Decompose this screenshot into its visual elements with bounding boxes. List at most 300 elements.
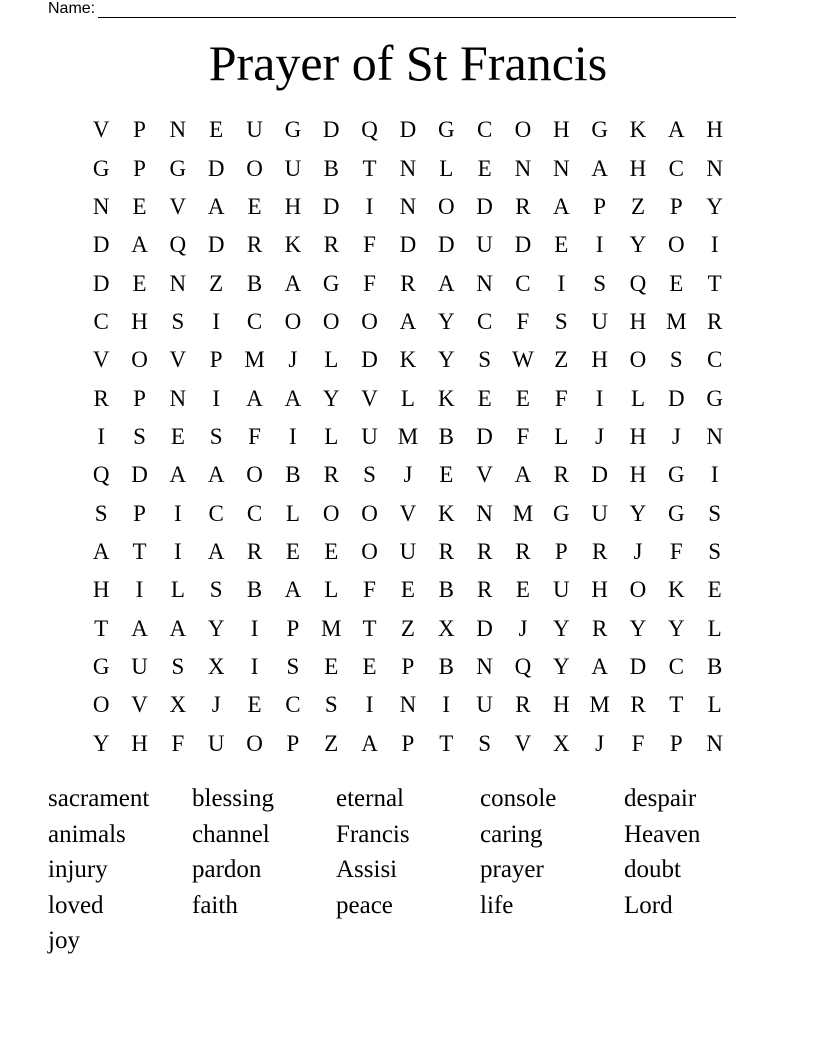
grid-cell: B (438, 653, 454, 679)
grid-cell: E (669, 270, 684, 296)
grid-cell: A (591, 653, 608, 679)
grid-cell: Y (629, 232, 647, 258)
grid-cell: V (92, 347, 110, 373)
grid-row (82, 341, 734, 379)
grid-cell: L (324, 423, 339, 449)
grid-cell: A (668, 117, 685, 143)
grid-cell: Q (514, 653, 532, 679)
grid-cell: G (284, 117, 302, 143)
grid-cell: A (437, 270, 455, 296)
word-list-item: joy (48, 927, 80, 954)
grid-cell: N (169, 117, 187, 143)
grid-cell: V (399, 500, 417, 526)
grid-cell: H (629, 462, 647, 488)
word-list-item: blessing (192, 785, 274, 812)
grid-cell: F (554, 385, 568, 411)
grid-cell: C (246, 500, 263, 526)
grid-cell: I (174, 500, 182, 526)
grid-row (82, 571, 734, 609)
grid-cell: Y (207, 615, 225, 641)
grid-cell: H (92, 577, 110, 603)
grid-cell: R (591, 615, 608, 641)
grid-cell: V (169, 347, 187, 373)
grid-cell: I (710, 462, 719, 488)
grid-cell: P (401, 653, 415, 679)
grid-cell: Z (209, 270, 224, 296)
grid-cell: T (132, 538, 147, 564)
grid-cell: N (169, 385, 187, 411)
grid-cell: M (244, 347, 265, 373)
grid-cell: Y (552, 615, 570, 641)
grid-row (82, 188, 734, 226)
word-list-item: caring (480, 820, 543, 848)
grid-cell: V (361, 385, 378, 411)
grid-cell: M (397, 423, 419, 449)
grid-cell: Y (552, 653, 570, 679)
grid-row (82, 264, 734, 302)
grid-row (82, 533, 734, 571)
grid-cell: P (401, 730, 415, 756)
word-list-item: animals (48, 820, 126, 848)
grid-cell: G (92, 653, 110, 679)
grid-cell: P (593, 193, 607, 219)
grid-cell: E (170, 423, 185, 449)
grid-cell: F (516, 423, 530, 449)
grid-cell: Y (668, 615, 685, 641)
grid-cell: L (439, 155, 454, 181)
grid-cell: I (212, 308, 221, 334)
grid-cell: N (399, 155, 417, 181)
grid-cell: Z (630, 193, 646, 219)
grid-cell: J (403, 462, 413, 488)
grid-cell: L (324, 577, 339, 603)
grid-cell: O (246, 155, 263, 181)
grid-cell: H (706, 117, 723, 143)
grid-cell: E (554, 232, 569, 258)
name-field (48, 0, 736, 18)
grid-cell: S (324, 692, 338, 718)
grid-cell: R (246, 538, 263, 564)
grid-cell: M (589, 692, 610, 718)
grid-cell: U (131, 653, 148, 679)
grid-cell: S (94, 500, 108, 526)
page-title: Prayer of St Francis (208, 35, 608, 91)
grid-cell: C (668, 155, 684, 181)
grid-cell: T (362, 615, 377, 641)
grid-cell: H (629, 308, 647, 334)
grid-cell: X (207, 653, 225, 679)
grid-cell: L (170, 577, 185, 603)
grid-cell: U (476, 232, 493, 258)
grid-cell: D (668, 385, 685, 411)
word-list-item: loved (48, 891, 104, 919)
grid-cell: P (286, 615, 300, 641)
grid-cell: I (595, 232, 604, 258)
grid-cell: O (514, 117, 532, 143)
grid-cell: U (284, 155, 302, 181)
grid-cell: C (285, 692, 301, 718)
grid-cell: P (133, 155, 146, 181)
grid-cell: P (554, 538, 568, 564)
grid-cell: O (361, 538, 378, 564)
grid-cell: B (285, 462, 301, 488)
grid-cell: K (629, 117, 647, 143)
grid-cell: N (552, 155, 570, 181)
grid-cell: C (476, 308, 493, 334)
grid-cell: U (552, 577, 570, 603)
grid-cell: B (438, 577, 454, 603)
word-list-item: injury (48, 856, 108, 883)
word-list-item: channel (192, 820, 270, 848)
grid-cell: I (250, 653, 259, 679)
grid-cell: D (92, 232, 110, 258)
grid-cell: M (321, 615, 342, 641)
grid-cell: U (246, 117, 263, 143)
grid-cell: D (322, 193, 340, 219)
word-list-item: Heaven (624, 820, 701, 848)
grid-cell: N (514, 155, 532, 181)
grid-cell: D (437, 232, 455, 258)
grid-cell: C (246, 308, 263, 334)
grid-cell: A (169, 462, 187, 488)
grid-cell: J (518, 615, 528, 641)
grid-cell: D (476, 615, 493, 641)
grid-cell: A (246, 385, 263, 411)
grid-cell: F (516, 308, 530, 334)
grid-cell: L (324, 347, 339, 373)
grid-cell: Z (400, 615, 415, 641)
grid-cell: V (131, 692, 148, 718)
grid-cell: H (591, 577, 608, 603)
word-list-item: life (480, 891, 514, 919)
grid-cell: O (131, 347, 148, 373)
grid-row (82, 456, 734, 494)
word-list-item: Francis (336, 820, 410, 848)
grid-cell: R (515, 538, 531, 564)
word-list-item: console (480, 785, 557, 812)
letter-grid (82, 111, 734, 763)
grid-cell: P (669, 193, 683, 219)
grid-cell: G (668, 462, 685, 488)
grid-cell: U (591, 500, 608, 526)
grid-cell: J (633, 538, 643, 564)
grid-cell: I (250, 615, 259, 641)
grid-cell: J (211, 692, 221, 718)
grid-cell: P (209, 347, 223, 373)
grid-cell: A (92, 538, 110, 564)
grid-cell: S (478, 730, 491, 756)
grid-cell: M (512, 500, 534, 526)
grid-cell: D (131, 462, 148, 488)
grid-cell: R (476, 538, 493, 564)
grid-row (82, 648, 734, 686)
grid-cell: D (476, 423, 493, 449)
grid-cell: D (514, 232, 532, 258)
grid-cell: R (93, 385, 109, 411)
grid-cell: I (710, 232, 719, 258)
grid-cell: K (284, 232, 302, 258)
grid-cell: U (591, 308, 608, 334)
grid-cell: H (552, 692, 570, 718)
grid-cell: L (707, 692, 722, 718)
grid-row (82, 379, 734, 417)
grid-cell: E (515, 385, 530, 411)
word-list-item: doubt (624, 856, 681, 883)
grid-row (82, 418, 734, 456)
grid-cell: J (595, 730, 605, 756)
grid-cell: O (629, 577, 647, 603)
grid-cell: E (324, 653, 339, 679)
grid-cell: S (209, 423, 223, 449)
grid-cell: O (322, 500, 340, 526)
grid-cell: O (437, 193, 455, 219)
grid-cell: U (476, 692, 493, 718)
grid-cell: D (361, 347, 378, 373)
grid-cell: C (208, 500, 224, 526)
grid-cell: A (591, 155, 608, 181)
grid-cell: A (169, 615, 187, 641)
grid-cell: I (557, 270, 566, 296)
grid-cell: H (284, 193, 302, 219)
grid-cell: N (706, 155, 723, 181)
grid-cell: L (630, 385, 646, 411)
grid-cell: A (207, 462, 225, 488)
grid-cell: O (629, 347, 647, 373)
grid-cell: P (669, 730, 683, 756)
grid-cell: Q (629, 270, 647, 296)
grid-cell: E (247, 692, 262, 718)
word-list (48, 782, 768, 960)
grid-cell: I (135, 577, 144, 603)
grid-cell: S (554, 308, 568, 334)
grid-cell: D (92, 270, 110, 296)
grid-cell: Z (554, 347, 569, 373)
word-list-item: faith (192, 891, 238, 919)
grid-cell: E (209, 117, 224, 143)
grid-cell: Y (437, 347, 455, 373)
grid-cell: P (133, 117, 146, 143)
grid-cell: U (399, 538, 417, 564)
grid-cell: E (285, 538, 300, 564)
grid-cell: O (361, 500, 378, 526)
grid-cell: R (323, 232, 339, 258)
grid-cell: D (322, 117, 340, 143)
grid-cell: Q (361, 117, 378, 143)
grid-cell: I (212, 385, 221, 411)
word-list-item: despair (624, 785, 697, 812)
grid-cell: D (207, 232, 225, 258)
grid-cell: E (132, 270, 147, 296)
word-list-item: eternal (336, 785, 405, 812)
grid-cell: H (591, 347, 608, 373)
grid-cell: A (131, 232, 148, 258)
grid-cell: Y (706, 193, 723, 219)
grid-cell: G (706, 385, 723, 411)
grid-cell: A (552, 193, 570, 219)
grid-cell: G (668, 500, 685, 526)
grid-cell: E (477, 385, 492, 411)
grid-cell: D (476, 193, 493, 219)
grid-cell: I (174, 538, 182, 564)
grid-cell: K (668, 577, 685, 603)
grid-cell: G (169, 155, 187, 181)
grid-cell: F (248, 423, 261, 449)
grid-cell: S (708, 500, 722, 526)
grid-cell: Y (437, 308, 455, 334)
grid-cell: L (707, 615, 722, 641)
grid-cell: C (668, 653, 684, 679)
grid-cell: T (94, 615, 109, 641)
grid-cell: B (323, 155, 339, 181)
grid-cell: S (593, 270, 607, 296)
grid-cell: F (363, 232, 376, 258)
grid-cell: N (476, 500, 493, 526)
grid-cell: S (286, 653, 300, 679)
grid-cell: E (477, 155, 492, 181)
grid-cell: O (92, 692, 110, 718)
grid-row (82, 609, 734, 647)
grid-cell: F (631, 730, 645, 756)
grid-cell: S (478, 347, 491, 373)
grid-row (82, 686, 734, 724)
grid-cell: B (246, 577, 263, 603)
grid-cell: R (553, 462, 569, 488)
grid-cell: N (399, 193, 417, 219)
grid-cell: A (131, 615, 148, 641)
grid-cell: E (400, 577, 415, 603)
grid-cell: E (439, 462, 454, 488)
grid-cell: C (515, 270, 531, 296)
grid-cell: B (246, 270, 263, 296)
grid-cell: R (476, 577, 493, 603)
grid-cell: R (515, 692, 531, 718)
grid-row (82, 149, 734, 187)
grid-cell: G (552, 500, 570, 526)
grid-cell: R (400, 270, 416, 296)
grid-cell: E (707, 577, 722, 603)
grid-cell: P (133, 385, 146, 411)
grid-cell: A (284, 577, 302, 603)
grid-cell: W (512, 347, 534, 373)
grid-cell: Y (629, 615, 647, 641)
grid-cell: I (289, 423, 297, 449)
grid-cell: G (591, 117, 608, 143)
grid-cell: V (514, 730, 532, 756)
grid-cell: G (437, 117, 455, 143)
grid-cell: A (207, 538, 225, 564)
grid-cell: N (169, 270, 187, 296)
word-list-item: Assisi (336, 856, 398, 883)
grid-cell: U (207, 730, 225, 756)
grid-cell: C (476, 117, 493, 143)
grid-cell: Q (169, 232, 187, 258)
grid-cell: D (399, 117, 417, 143)
grid-cell: N (476, 270, 493, 296)
grid-cell: I (365, 692, 374, 718)
grid-cell: A (284, 385, 302, 411)
grid-cell: C (93, 308, 109, 334)
grid-cell: A (207, 193, 225, 219)
grid-cell: R (246, 232, 263, 258)
grid-cell: Q (92, 462, 110, 488)
grid-cell: Y (322, 385, 340, 411)
grid-cell: O (668, 232, 685, 258)
grid-cell: T (439, 730, 454, 756)
grid-row (82, 494, 734, 532)
grid-cell: H (131, 730, 148, 756)
grid-cell: T (669, 692, 684, 718)
grid-cell: K (437, 500, 455, 526)
grid-cell: Y (629, 500, 647, 526)
grid-cell: S (171, 653, 185, 679)
grid-cell: O (284, 308, 302, 334)
grid-cell: T (362, 155, 377, 181)
grid-cell: G (92, 155, 110, 181)
grid-cell: B (707, 653, 723, 679)
grid-cell: F (363, 270, 376, 296)
grid-cell: N (399, 692, 417, 718)
grid-cell: G (322, 270, 340, 296)
grid-cell: E (324, 538, 339, 564)
grid-cell: E (247, 193, 262, 219)
grid-cell: N (706, 730, 723, 756)
word-list-item: prayer (480, 856, 544, 883)
grid-cell: S (708, 538, 722, 564)
grid-cell: M (666, 308, 687, 334)
grid-cell: P (286, 730, 300, 756)
grid-cell: X (437, 615, 455, 641)
grid-cell: L (285, 500, 300, 526)
grid-cell: R (438, 538, 454, 564)
grid-row (82, 111, 734, 149)
grid-cell: X (169, 692, 187, 718)
grid-cell: E (362, 653, 377, 679)
grid-cell: I (595, 385, 604, 411)
grid-row (82, 226, 734, 264)
grid-cell: F (669, 538, 683, 564)
word-list-item: Lord (624, 891, 673, 919)
grid-cell: R (515, 193, 531, 219)
grid-cell: F (171, 730, 185, 756)
grid-cell: A (399, 308, 417, 334)
word-list-item: peace (336, 891, 393, 919)
grid-cell: R (591, 538, 608, 564)
grid-cell: E (515, 577, 530, 603)
grid-cell: I (365, 193, 374, 219)
grid-cell: V (169, 193, 187, 219)
grid-cell: V (92, 117, 110, 143)
grid-cell: O (361, 308, 378, 334)
grid-cell: S (363, 462, 376, 488)
grid-cell: V (476, 462, 493, 488)
grid-cell: N (92, 193, 110, 219)
word-list-item: pardon (192, 856, 262, 883)
grid-cell: H (629, 423, 647, 449)
grid-cell: Z (324, 730, 339, 756)
grid-cell: O (246, 730, 263, 756)
grid-cell: P (133, 500, 146, 526)
grid-cell: O (322, 308, 340, 334)
grid-cell: D (207, 155, 225, 181)
grid-cell: L (400, 385, 415, 411)
grid-cell: D (591, 462, 608, 488)
grid-cell: K (399, 347, 417, 373)
grid-cell: S (171, 308, 185, 334)
word-list-item: sacrament (48, 785, 150, 812)
grid-cell: R (323, 462, 339, 488)
grid-cell: I (442, 692, 451, 718)
grid-cell: D (629, 653, 647, 679)
